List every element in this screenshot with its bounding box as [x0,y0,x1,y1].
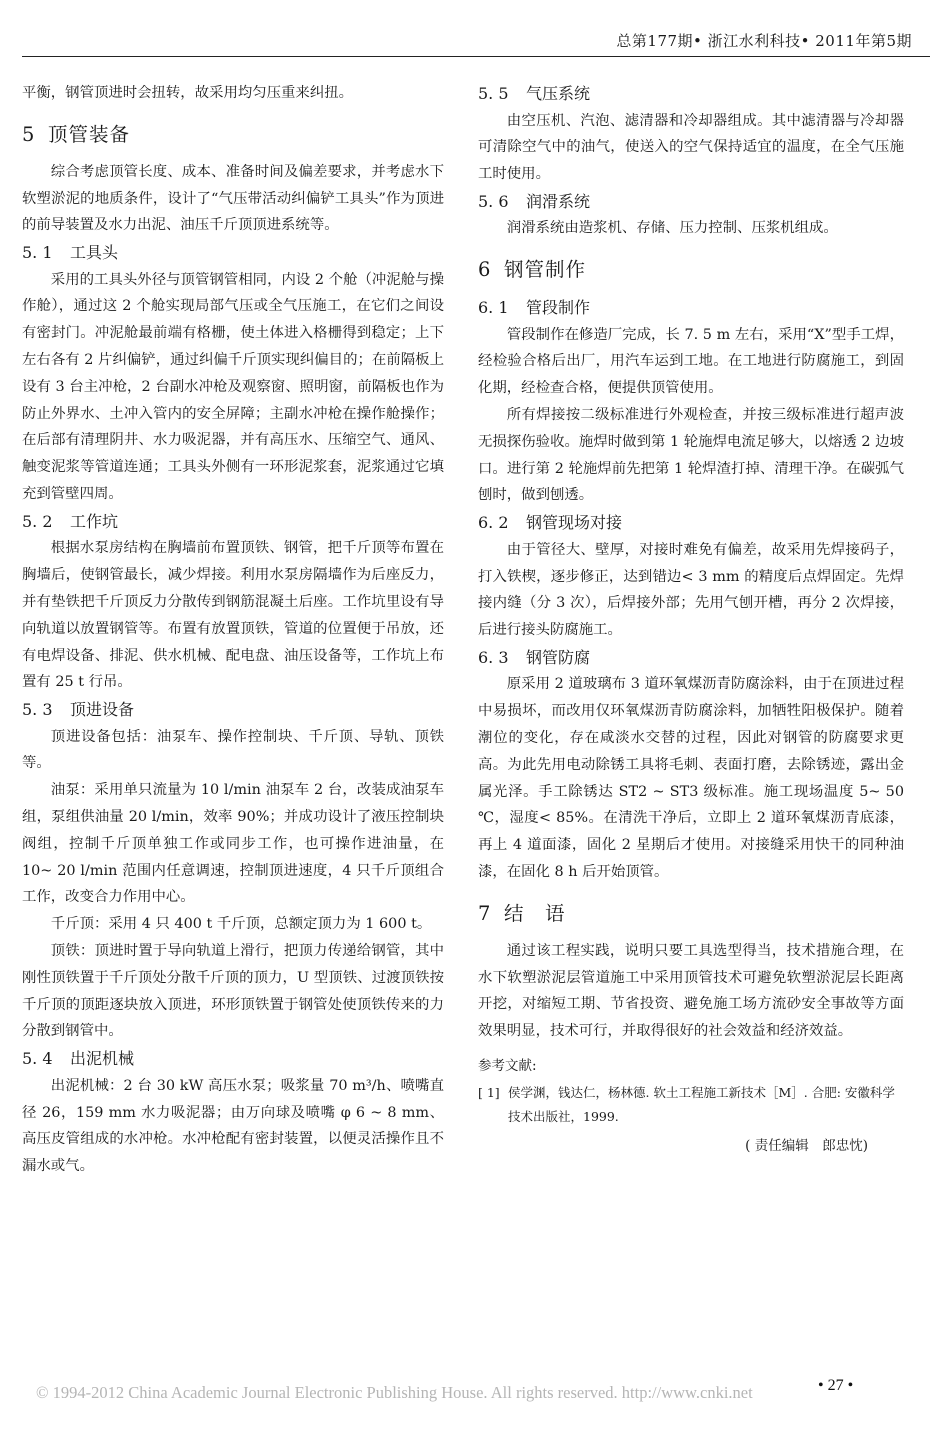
subsection-heading [478,188,904,216]
heading-text: 工具头 [70,243,119,263]
paragraph: 油泵：采用单只流量为 10 l/min 油泵车 2 台，改装成油泵车组，泵组供油量 20 l/min，效率 90%；并成功设计了液压控制块阀组，控制千斤顶单独工作或同步工作，也可操作进油量，在 10~ 20 l/min 范围内任意调速，控制顶进速度，4 只千斤顶组合工作，改变合力作用中心。 [22,782,444,906]
paragraph: 顶进设备包括：油泵车、操作控制块、千斤顶、导轨、顶铁等。 [22,728,444,772]
subsection-heading [478,644,904,672]
subsection-heading [22,696,444,724]
heading-text: 结 语 [504,901,566,925]
heading-number: 6. 2 [478,513,509,533]
paragraph: 综合考虑顶管长度、成本、准备时间及偏差要求，并考虑水下软塑淤泥的地质条件，设计了“气压带活动纠偏铲工具头”作为顶进的前导装置及水力出泥、油压千斤顶顶进系统等。 [22,163,444,234]
subsection-heading [478,294,904,322]
heading-text: 管段制作 [526,298,591,318]
subsection-heading [22,508,444,536]
heading-text: 钢管现场对接 [526,513,623,533]
heading-number: 5. 2 [22,511,53,531]
subsection-heading [478,509,904,537]
paragraph: 出泥机械：2 台 30 kW 高压水泵；吸浆量 70 m³/h、喷嘴直径 26，159 mm 水力吸泥器；由万向球及喷嘴 φ 6 ~ 8 mm、高压皮管组成的水冲枪。水冲枪配有密封装置，以便灵活操作且不漏水或气。 [22,1077,444,1175]
references-heading: 参考文献: [478,1058,537,1075]
reference-text: 侯学渊，钱达仁，杨林德. 软土工程施工新技术［M］. 合肥: 安徽科学技术出版社，1999. [508,1085,895,1125]
paragraph: 通过该工程实践，说明只要工具选型得当，技术措施合理，在水下软塑淤泥层管道施工中采用顶管技术可避免软塑淤泥层长距离开挖，对缩短工期、节省投资、避免施工场方流砂安全事故等方面效果明显，技术可行，并取得很好的社会效益和经济效益。 [478,942,904,1040]
heading-text: 钢管防腐 [526,647,591,667]
heading-number: 7 [478,901,492,925]
paragraph: 平衡，钢管顶进时会扭转，故采用均匀压重来纠扭。 [22,85,353,101]
heading-number: 6. 3 [478,647,509,667]
heading-text: 顶进设备 [70,700,135,720]
section-heading [22,121,444,149]
subsection-heading [478,80,904,108]
copyright-watermark: © 1994-2012 China Academic Journal Electronic Publishing House. All rights reserved. http://www.cnki.net [36,1383,753,1402]
heading-number: 6. 1 [478,298,509,318]
paragraph: 管段制作在修造厂完成，长 7. 5 m 左右，采用“X”型手工焊，经检验合格后出厂，用汽车运到工地。在工地进行防腐施工，到固化期，经检查合格，便提供顶管使用。 [478,326,904,397]
heading-text: 出泥机械 [70,1049,135,1069]
subsection-heading [22,1045,444,1073]
heading-number: 5. 5 [478,84,509,103]
paragraph: 润滑系统由造浆机、存储、压力控制、压浆机组成。 [506,220,838,237]
paragraph: 千斤顶：采用 4 只 400 t 千斤顶，总额定顶力为 1 600 t。 [50,916,432,933]
heading-text: 工作坑 [70,511,119,531]
heading-number: 5. 4 [22,1049,53,1069]
paragraph: 顶铁：顶进时置于导向轨道上滑行，把顶力传递给钢管，其中刚性顶铁置于千斤顶处分散千斤顶的顶力，U 型顶铁、过渡顶铁按千斤顶的顶距逐块放入顶进，环形顶铁置于钢管处使顶铁传来的力分散到钢管中。 [22,943,444,1040]
page-number: • 27 • [818,1377,854,1394]
heading-text: 气压系统 [526,84,591,103]
paragraph: 所有焊接按二级标准进行外观检查，并按三级标准进行超声波无损探伤验收。施焊时做到第 1 轮施焊电流足够大，以熔透 2 边坡口。进行第 2 轮施焊前先把第 1 轮焊渣打掉、清理干净。在碳弧气刨时，做到刨透。 [478,407,904,504]
heading-number: 5. 3 [22,700,53,720]
paragraph: 根据水泵房结构在胸墙前布置顶铁、钢管，把千斤顶等布置在胸墙后，使钢管最长，减少焊接。利用水泵房隔墙作为后座反力，并有垫铁把千斤顶反力分散传到钢筋混凝土后座。工作坑里设有导向轨道以放置钢管等。布置有放置顶铁，管道的位置便于吊放，还有电焊设备、排泥、供水机械、配电盘、油压设备等，工作坑上布置有 25 t 行吊。 [22,540,444,691]
heading-number: 6 [478,258,492,282]
running-header [22,30,930,57]
reference-number: [ 1] [478,1085,500,1101]
heading-text: 钢管制作 [504,258,587,282]
paragraph: 原采用 2 道玻璃布 3 道环氧煤沥青防腐涂料，由于在顶进过程中易损坏，而改用仅环氧煤沥青防腐涂料，加牺牲阳极保护。随着潮位的变化，存在咸淡水交替的过程，因此对钢管的防腐要求更高。为此先用电动除锈工具将毛刺、表面打磨，去除锈迹，露出金属光泽。手工除锈达 ST2 ~ ST3 级标准。施工现场温度 5~ 50 ℃，湿度< 85%。在清洗干净后，立即上 2 道环氧煤沥青底漆，再上 4 道面漆，固化 2 星期后才使用。对接缝采用快干的同种油漆，在固化 8 h 后开始顶管。 [478,676,904,881]
heading-text: 顶管装备 [48,122,131,146]
heading-text: 润滑系统 [526,191,591,211]
reference-item [478,1081,904,1129]
section-heading [478,900,904,928]
heading-number: 5. 6 [478,191,509,211]
right-column [478,80,904,1159]
subsection-heading [22,239,444,267]
responsible-editor: ( 责任编辑 郎忠忱) [745,1138,868,1155]
paragraph: 由于管径大、壁厚，对接时难免有偏差，故采用先焊接码子，打入铁楔，逐步修正，达到错边< 3 mm 的精度后点焊固定。先焊接内缝（分 3 次），后焊接外部；先用气刨开槽，再分 2 次焊接，后进行接头防腐施工。 [478,541,904,639]
paragraph: 由空压机、汽泡、滤清器和冷却器组成。其中滤清器与冷却器可清除空气中的油气，使送入的空气保持适宜的温度，在全气压施工时使用。 [478,112,904,183]
paragraph: 采用的工具头外径与顶管钢管相同，内设 2 个舱（冲泥舱与操作舱），通过这 2 个舱实现局部气压或全气压施工，在它们之间设有密封门。冲泥舱最前端有格栅，使土体进入格栅得到稳定；上下左右各有 2 片纠偏铲，通过纠偏千斤顶实现纠偏目的；在前隔板上设有 3 台主冲枪，2 台副水冲枪及观察窗、照明窗，前隔板也作为防止外界水、土冲入管内的安全屏障；主副水冲枪在操作舱操作；在后部有清理阴井、水力吸泥器，并有高压水、压缩空气、通风、触变泥浆等管道连通；工具头外侧有一环形泥浆套，泥浆通过它填充到管壁四周。 [22,271,444,503]
journal-info: 总第177期• 浙江水利科技• 2011年第5期 [616,32,912,50]
heading-number: 5. 1 [22,243,53,263]
heading-number: 5 [22,122,36,146]
section-heading [478,256,904,284]
left-column [22,80,444,1180]
